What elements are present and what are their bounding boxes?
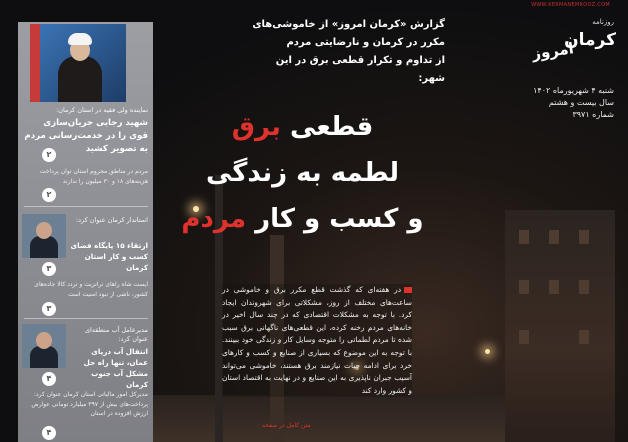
page-number-badge: ۴ [42,426,56,440]
headline-kicker [250,16,445,88]
water-director-photo [22,324,66,368]
sidebar-item-2-subtitle: استاندار کرمان عنوان کرد: [75,216,148,224]
sidebar-item-3-desc[interactable]: مدیرکل امور مالیاتی استان کرمان عنوان کرد: پرداخت‌های بیش از ۳۹۷ میلیارد تومانی عوارض ارزش افزوده در استان [31,391,148,417]
issue-number: شماره ۳۹۷۱ [572,110,614,119]
issue-info [524,85,614,121]
headline-line-3: و کسب و کار مردم [181,204,424,234]
cleric-photo [30,24,126,102]
street-lamp [485,349,490,354]
headline-highlight: برق [231,112,281,142]
kicker-line: گزارش «کرمان امروز» از خاموشی‌های [252,19,445,30]
logo-word: کرمان [564,30,616,50]
headline-highlight: مردم [181,204,247,234]
page-number-badge: ۳ [42,302,56,316]
website-url: WWW.KERMANEMROOZ.COM [531,2,610,8]
governor-photo [22,214,66,258]
sidebar-news-column [18,22,153,442]
divider [24,318,148,319]
sidebar-item-1-desc[interactable]: مردم در مناطق محروم استان توان پرداخت هزینه‌های ۱۸ و ۳۰ میلیون را ندارند [39,168,148,185]
continue-link[interactable]: متن کامل در صفحه [262,422,311,429]
sidebar-item-2-title[interactable]: ارتقاء ۱۵ پایگاه فضای کسب و کار استان کرمان [70,241,148,272]
page-number-badge: ۲ [42,148,56,162]
kicker-line: از تداوم و تکرار قطعی برق در این شهر: [275,55,445,84]
main-headline [160,104,445,242]
sidebar-item-3-title[interactable]: انتقال آب دریای عمان، تنها راه حل مشکل آب جنوب کرمان [83,347,148,389]
logo-word: امروز [531,39,576,63]
page-number-badge: ۴ [42,372,56,386]
page-number-badge: ۳ [42,262,56,276]
lead-article-text: در هفته‌ای که گذشت قطع مکرر برق و خاموشی در ساعت‌های مختلف از روز، مشکلاتی برای شهروندان ایجاد کرد. با توجه به مشکلات اقتصادی که در چند سال اخیر در خانه‌های مردم رخنه کرده، این قطعی‌های ناگهانی برق سبب شده تا مردم لطماتی را متوجه وسایل کار و زندگی خود ببینند. با توجه به این موضوع که بسیاری از صنایع و کسب و کارهای خرد برای ادامه حیات نیازمند برق هستند، خاموشی می‌تواند آسیب جبران ناپذیری به این صنایع و در نهایت به اقتصاد استان و کشور وارد کند [222,284,412,397]
sidebar-item-3-subtitle: مدیرعامل آب منطقه‌ای عنوان کرد: [84,326,148,343]
kicker-line: مکرر در کرمان و نارضایتی مردم [286,37,445,48]
divider [24,206,148,207]
newspaper-logo [531,28,618,66]
daily-label: روزنامه [592,18,614,26]
page-number-badge: ۲ [42,188,56,202]
building-background [505,210,615,442]
headline-line-2: لطمه به زندگی [205,158,400,188]
sidebar-item-1-title[interactable]: شهید رجایی جریان‌سازی قوی را در خدمت‌رسانی مردم به تصویر کشید [24,118,148,154]
street-background [150,395,510,442]
issue-date: شنبه ۴ شهریورماه ۱۴۰۲ [533,86,614,95]
headline-line-1: قطعی برق [231,112,374,142]
bullet-square-icon [404,287,412,293]
sidebar-item-2-desc[interactable]: ایست شاه راهای ترانزیت و تردد کالا جاده‌های کشور، ناشی از نبود امنیت است [34,281,148,298]
sidebar-item-1-subtitle: نماینده ولی فقیه در استان کرمان: [56,106,148,114]
issue-year: سال بیست و هشتم [548,98,614,107]
